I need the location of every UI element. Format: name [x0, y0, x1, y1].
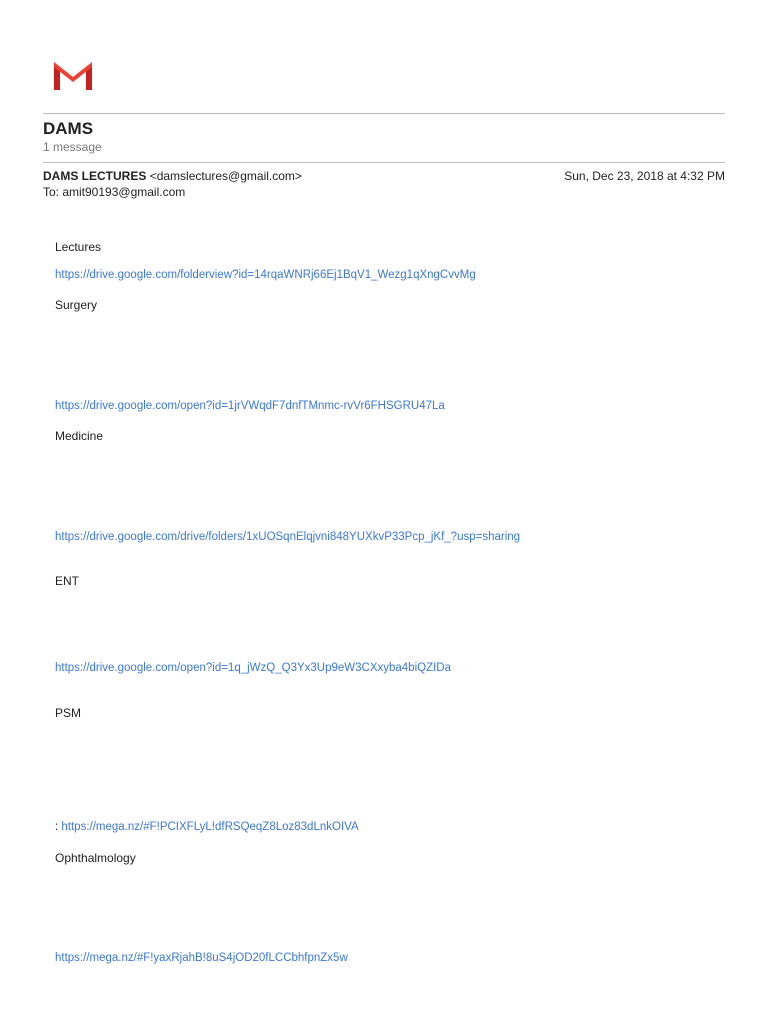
label-medicine: Medicine — [55, 429, 104, 443]
link-ent[interactable]: https://drive.google.com/open?id=1q_jWzQ_Q3Yx3Up9eW3CXxyba4biQZIDa — [55, 662, 451, 674]
psm-prefix: : — [55, 821, 62, 833]
link-ophthalmology[interactable]: https://mega.nz/#F!yaxRjahB!8uS4jOD20fLCCbhfpnZx5w — [55, 952, 348, 964]
sender-name: DAMS LECTURES — [43, 169, 147, 183]
sender-line — [43, 169, 302, 183]
link-medicine[interactable]: https://drive.google.com/drive/folders/1xUOSqnElqjvni848YUXkvP33Pcp_jKf_?usp=sharing — [55, 531, 521, 543]
psm-link-line — [55, 821, 359, 833]
gmail-logo-icon — [52, 58, 94, 92]
body-heading-lectures: Lectures — [55, 240, 102, 254]
label-surgery: Surgery — [55, 298, 98, 312]
message-divider — [43, 162, 725, 163]
message-date: Sun, Dec 23, 2018 at 4:32 PM — [564, 169, 725, 183]
recipient-line: To: amit90193@gmail.com — [43, 185, 186, 199]
sender-email: <damslectures@gmail.com> — [149, 169, 302, 183]
message-count: 1 message — [43, 140, 102, 154]
thread-subject: DAMS — [43, 119, 94, 138]
link-surgery[interactable]: https://drive.google.com/open?id=1jrVWqdF7dnfTMnmc-rvVr6FHSGRU47La — [55, 400, 445, 412]
link-lectures[interactable]: https://drive.google.com/folderview?id=14rqaWNRj66Ej1BqV1_Wezg1qXngCvvMg — [55, 269, 476, 281]
label-psm: PSM — [55, 706, 82, 720]
label-ophthalmology: Ophthalmology — [55, 851, 136, 865]
label-ent: ENT — [55, 574, 79, 588]
header-divider — [43, 113, 725, 114]
link-psm[interactable]: https://mega.nz/#F!PCIXFLyL!dfRSQeqZ8Loz83dLnkOIVA — [61, 821, 359, 833]
